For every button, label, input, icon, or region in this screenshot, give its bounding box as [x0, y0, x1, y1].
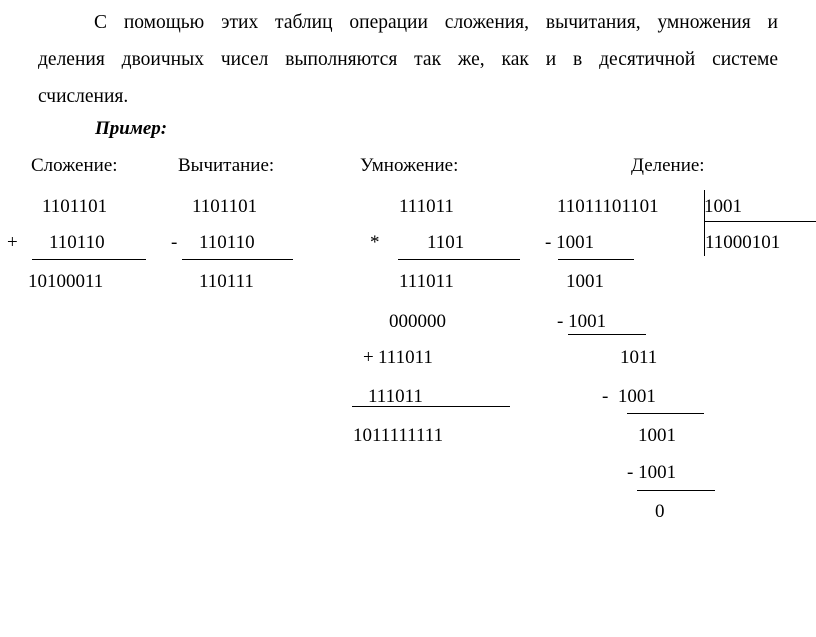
paragraph-line-1: С помощью этих таблиц операции сложения, вычитания, умножения и [94, 12, 778, 33]
division-step-3-remainder: 1001 [638, 425, 676, 446]
division-dividend: 11011101101 [557, 196, 659, 217]
multiplication-partial-1: 111011 [399, 271, 454, 292]
division-step-1-subtrahend: - 1001 [545, 232, 595, 253]
example-label: Пример: [95, 118, 168, 139]
addition-rule [32, 259, 146, 260]
division-divisor: 1001 [704, 196, 742, 217]
intro-paragraph [38, 4, 778, 115]
multiplication-rule-2 [352, 406, 510, 407]
division-step-2-subtrahend: - 1001 [557, 311, 607, 332]
subtraction-result: 110111 [199, 271, 254, 292]
division-final-remainder: 0 [655, 501, 665, 522]
multiplication-operand-2: 1101 [427, 232, 465, 253]
header-multiplication: Умножение: [360, 155, 459, 176]
division-rule-3 [627, 413, 704, 414]
multiplication-partial-3: 111011 [378, 347, 433, 368]
division-rule-1 [558, 259, 634, 260]
multiplication-rule-1 [398, 259, 520, 260]
division-step-3-subtrahend: - 1001 [602, 386, 656, 407]
multiplication-operand-1: 111011 [399, 196, 454, 217]
subtraction-operand-1: 1101101 [192, 196, 258, 217]
subtraction-operand-2: 110110 [199, 232, 255, 253]
division-step-2-remainder: 1011 [620, 347, 658, 368]
division-step-4-subtrahend: - 1001 [627, 462, 677, 483]
subtraction-operator: - [171, 232, 178, 253]
addition-result: 10100011 [28, 271, 104, 292]
multiplication-partial-2: 000000 [389, 311, 446, 332]
division-step-1-remainder: 1001 [566, 271, 604, 292]
header-addition: Сложение: [31, 155, 118, 176]
addition-operand-2: 110110 [49, 232, 105, 253]
paragraph-line-3: счисления. [38, 86, 129, 107]
subtraction-rule [182, 259, 293, 260]
division-quotient: 11000101 [705, 232, 781, 253]
header-subtraction: Вычитание: [178, 155, 275, 176]
multiplication-operator: * [370, 232, 380, 253]
multiplication-partial-4: 111011 [368, 386, 423, 407]
division-divisor-rule [704, 221, 816, 222]
addition-operand-1: 1101101 [42, 196, 108, 217]
multiplication-result: 1011111111 [353, 425, 444, 446]
division-rule-2 [568, 334, 646, 335]
header-division: Деление: [631, 155, 705, 176]
addition-operator: + [7, 232, 18, 253]
paragraph-line-2: деления двоичных чисел выполняются так же, как и в десятичной системе [38, 49, 778, 70]
division-rule-4 [637, 490, 715, 491]
multiplication-plus: + [363, 347, 374, 368]
